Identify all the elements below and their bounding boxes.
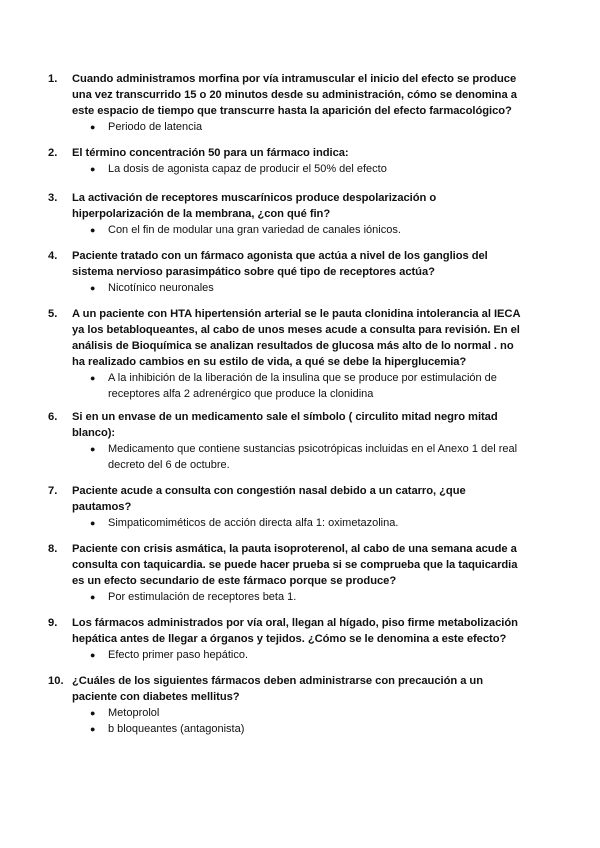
answer-line: Simpaticomiméticos de acción directa alfa 1: oximetazolina. bbox=[108, 517, 399, 529]
question-line: consulta con taquicardia. se puede hacer prueba si se comprueba que la taquicardia bbox=[72, 559, 518, 571]
question-line: Si en un envase de un medicamento sale el símbolo ( circulito mitad negro mitad bbox=[72, 411, 498, 423]
bullet-icon: ● bbox=[90, 592, 96, 602]
question-line: análisis de Bioquímica se analizan resultados de glucosa más alto de lo normal . no bbox=[72, 340, 514, 352]
question-number: 1. bbox=[48, 73, 58, 85]
answer-text bbox=[108, 721, 528, 737]
bullet-icon: ● bbox=[90, 518, 96, 528]
question-line: pautamos? bbox=[72, 501, 132, 513]
question-line: Paciente con crisis asmática, la pauta isoproterenol, al cabo de una semana acude a bbox=[72, 543, 517, 555]
answer-line: decreto del 6 de octubre. bbox=[108, 459, 230, 471]
bullet-icon: ● bbox=[90, 444, 96, 454]
bullet-icon: ● bbox=[90, 650, 96, 660]
question-line: es un efecto secundario de este fármaco porque se produce? bbox=[72, 575, 397, 587]
question-line: este espacio de tiempo que transcurre hasta la aparición del efecto farmacológico? bbox=[72, 105, 512, 117]
bullet-icon: ● bbox=[90, 122, 96, 132]
question-line: ya los betabloqueantes, al cabo de unos meses acude a consulta para revisión. En el bbox=[72, 324, 520, 336]
question-number: 2. bbox=[48, 147, 58, 159]
question-line: una vez transcurrido 15 o 20 minutos desde su administración, cómo se denomina a bbox=[72, 89, 517, 101]
bullet-icon: ● bbox=[90, 283, 96, 293]
bullet-icon: ● bbox=[90, 708, 96, 718]
question-line: A un paciente con HTA hipertensión arterial se le pauta clonidina intolerancia al IECA bbox=[72, 308, 521, 320]
answer-text bbox=[108, 515, 528, 531]
answer-line: receptores alfa 2 adrenérgico que produce la clonidina bbox=[108, 388, 374, 400]
answer-text bbox=[108, 441, 528, 473]
question-text bbox=[72, 673, 534, 705]
question-text bbox=[72, 248, 534, 280]
answer-text bbox=[108, 589, 528, 605]
answer-text bbox=[108, 370, 528, 402]
question-number: 8. bbox=[48, 543, 58, 555]
answer-text bbox=[108, 119, 528, 135]
answer-line: Metoprolol bbox=[108, 707, 160, 719]
question-text bbox=[72, 409, 534, 441]
question-line: Paciente tratado con un fármaco agonista que actúa a nivel de los ganglios del bbox=[72, 250, 488, 262]
question-line: Paciente acude a consulta con congestión nasal debido a un catarro, ¿que bbox=[72, 485, 466, 497]
question-number: 3. bbox=[48, 192, 58, 204]
question-line: La activación de receptores muscarínicos produce despolarización o bbox=[72, 192, 437, 204]
answer-text bbox=[108, 280, 528, 296]
question-number: 6. bbox=[48, 411, 58, 423]
question-line: ¿Cuáles de los siguientes fármacos deben administrarse con precaución a un bbox=[72, 675, 483, 687]
bullet-icon: ● bbox=[90, 373, 96, 383]
question-text bbox=[72, 541, 534, 589]
question-number: 4. bbox=[48, 250, 58, 262]
question-line: hiperpolarización de la membrana, ¿con qué fin? bbox=[72, 208, 331, 220]
question-text bbox=[72, 306, 534, 370]
question-number: 5. bbox=[48, 308, 58, 320]
answer-line: A la inhibición de la liberación de la insulina que se produce por estimulación de bbox=[108, 372, 497, 384]
question-number: 7. bbox=[48, 485, 58, 497]
answer-text bbox=[108, 222, 528, 238]
answer-line: Nicotínico neuronales bbox=[108, 282, 214, 294]
question-line: paciente con diabetes mellitus? bbox=[72, 691, 240, 703]
bullet-icon: ● bbox=[90, 724, 96, 734]
answer-line: La dosis de agonista capaz de producir el 50% del efecto bbox=[108, 163, 387, 175]
answer-line: Por estimulación de receptores beta 1. bbox=[108, 591, 297, 603]
question-line: ha realizado cambios en su estilo de vida, a qué se debe la hiperglucemia? bbox=[72, 356, 467, 368]
question-number: 10. bbox=[48, 675, 64, 687]
question-line: sistema nervioso parasimpático sobre qué tipo de receptores actúa? bbox=[72, 266, 435, 278]
bullet-icon: ● bbox=[90, 225, 96, 235]
answer-line: Con el fin de modular una gran variedad de canales iónicos. bbox=[108, 224, 401, 236]
answer-line: Medicamento que contiene sustancias psicotrópicas incluidas en el Anexo 1 del real bbox=[108, 443, 518, 455]
question-line: blanco): bbox=[72, 427, 116, 439]
answer-line: Periodo de latencia bbox=[108, 121, 203, 133]
question-line: Los fármacos administrados por vía oral, llegan al hígado, piso firme metabolización bbox=[72, 617, 518, 629]
question-text bbox=[72, 190, 534, 222]
answer-line: Efecto primer paso hepático. bbox=[108, 649, 249, 661]
question-text bbox=[72, 71, 534, 119]
question-line: Cuando administramos morfina por vía intramuscular el inicio del efecto se produce bbox=[72, 73, 517, 85]
question-text bbox=[72, 483, 534, 515]
bullet-icon: ● bbox=[90, 164, 96, 174]
question-line: hepática antes de llegar a órganos y tejidos. ¿Cómo se le denomina a este efecto? bbox=[72, 633, 507, 645]
answer-text bbox=[108, 705, 528, 721]
answer-line: b bloqueantes (antagonista) bbox=[108, 723, 245, 735]
question-number: 9. bbox=[48, 617, 58, 629]
question-line: El término concentración 50 para un fármaco indica: bbox=[72, 147, 349, 159]
question-text bbox=[72, 615, 534, 647]
answer-text bbox=[108, 647, 528, 663]
answer-text bbox=[108, 161, 528, 177]
question-text bbox=[72, 145, 534, 161]
